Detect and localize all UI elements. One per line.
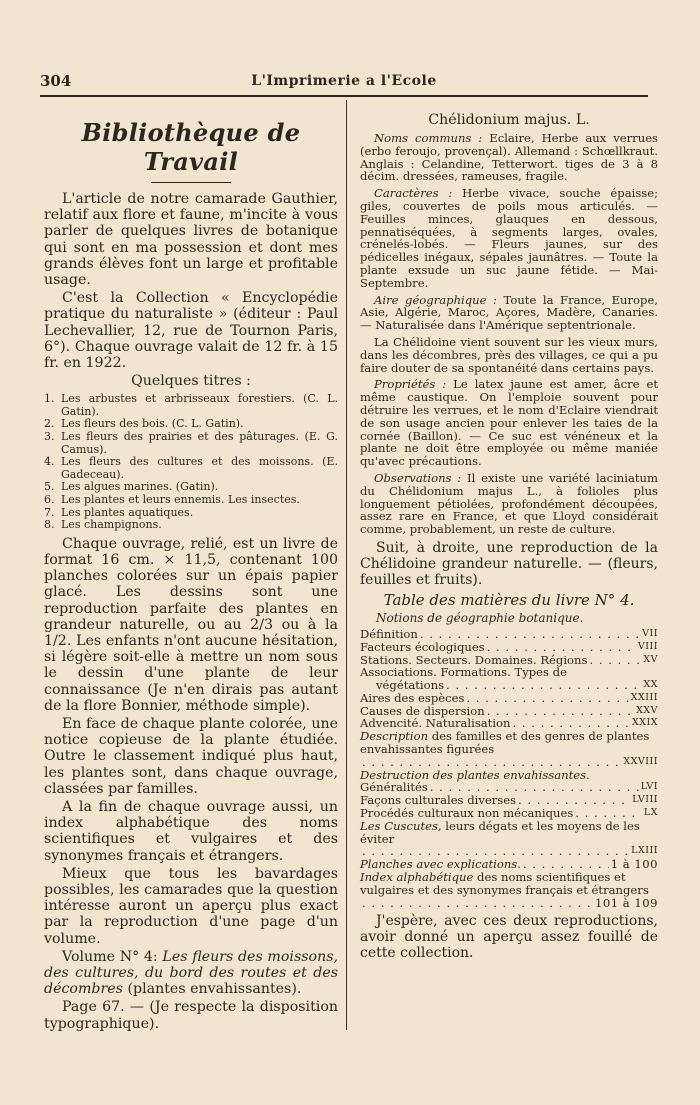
toc-page: 1 à 100 — [610, 857, 658, 872]
toc-page: LVI — [640, 781, 658, 793]
paragraph-closing: J'espère, avec ces deux reproductions, avoir donné un aperçu assez fouillé de cette collection. — [360, 913, 658, 962]
list-item-text: Les champignons. — [61, 518, 162, 532]
paragraph-apercu: Mieux que tous les bavardages possibles, les camarades que la question intéresse auront un aperçu plus exact par la reproduction d'une page d'un volume. — [44, 865, 338, 947]
table-of-contents — [360, 628, 658, 910]
toc-row — [360, 641, 658, 654]
toc-label: Associations. Formations. Types de — [360, 665, 567, 680]
toc-leader — [589, 654, 641, 667]
noms-communs — [360, 132, 658, 183]
toc-page: XXV — [636, 704, 658, 716]
observations-label: Observations : — [374, 470, 468, 485]
toc-label: Généralités — [360, 780, 428, 795]
list-item-text: Les algues marines. (Gatin). — [61, 480, 219, 494]
toc-row — [360, 897, 658, 910]
list-item-number: 6. — [44, 492, 55, 506]
toc-leader — [420, 628, 640, 641]
aire-label: Aire géographique : — [374, 292, 504, 307]
toc-page: XX — [643, 679, 658, 691]
list-item — [44, 456, 338, 481]
list-item — [44, 519, 338, 532]
toc-title: Table des matières du livre N° 4. — [383, 590, 635, 609]
list-item-text: Les fleurs des prairies et des pâturages. (E. G. Camus). — [61, 430, 338, 456]
running-title-text: L'Imprimerie a l'Ecole — [251, 73, 437, 89]
toc-index-label: Index alphabétique — [360, 870, 474, 885]
toc-label: Aires des espèces — [360, 690, 465, 705]
list-item-number: 8. — [44, 518, 55, 532]
aire-geographique — [360, 294, 658, 332]
toc-page: LVIII — [632, 794, 658, 806]
list-item-text: Les arbustes et arbrisseaux forestiers. (C. L. Gatin). — [61, 392, 338, 418]
column-divider — [346, 100, 347, 1030]
paragraph-index: A la fin de chaque ouvrage aussi, un index alphabétique des noms scientifiques et vulgaires et des synonymes français et étrangers. — [44, 799, 338, 864]
toc-description-label: Description — [360, 729, 429, 744]
running-title — [40, 73, 648, 89]
caracteres-label: Caractères : — [374, 186, 463, 201]
list-heading: Quelques titres : — [131, 373, 251, 390]
paragraph-page: Page 67. — (Je respecte la disposition typographique). — [44, 999, 338, 1032]
toc-index-text: des noms scientifiques et vulgaires et des synonymes français et étrangers — [360, 870, 649, 897]
plant-title: Chélidonium majus. L. — [428, 112, 590, 128]
toc-label: Façons culturales diverses — [360, 793, 517, 808]
toc-leader — [362, 756, 621, 769]
toc-label: végétations — [376, 678, 445, 693]
proprietes — [360, 378, 658, 468]
toc-page: XV — [643, 653, 658, 665]
toc-leader — [446, 679, 641, 692]
paragraph-volume — [44, 949, 338, 998]
toc-label: Stations. Secteurs. Domaines. Régions — [360, 652, 588, 667]
toc-page: LXIII — [631, 845, 658, 857]
list-item-text: Les fleurs des cultures et des moissons. (E. Gadeceau). — [61, 455, 338, 481]
toc-label: Facteurs écologiques — [360, 639, 485, 654]
noms-text: Eclaire, Herbe aux verrues (erbo feroujo, provençal). Allemand : Schœllkraut. Anglais : Celandine, Tetterwort. tiges de 3 à 8 décim. dressées, rameuses, fragile. — [360, 131, 659, 184]
toc-label: Advencité. Naturalisation — [360, 716, 511, 731]
toc-cuscutes-label: Les Cuscutes, — [360, 818, 442, 833]
proprietes-label: Propriétés : — [374, 377, 454, 392]
toc-row — [360, 756, 658, 769]
toc-label: Planches avec explications. — [360, 857, 521, 872]
toc-index — [360, 871, 658, 897]
paragraph-collection: C'est la Collection « Encyclopédie pratique du naturaliste » (éditeur : Paul Lechevallier, 12, rue de Tournon Paris, 6°). Chaque ouvrage valait de 12 fr. à 15 fr. en 1922. — [44, 290, 338, 372]
toc-destruction-heading: Destruction des plantes envahissantes. — [360, 767, 590, 782]
toc-leader — [466, 692, 628, 705]
toc-leader — [487, 641, 636, 654]
left-column — [44, 118, 338, 1034]
toc-description-text: des familles et des genres de plantes envahissantes figurées — [360, 729, 650, 757]
list-item-number: 3. — [44, 430, 55, 444]
paragraph-format: Chaque ouvrage, relié, est un livre de format 16 cm. × 11,5, contenant 100 planches colorées sur un épais papier glacé. Les dessins sont une reproduction parfaite des plantes en grandeur naturelle, ou au 2/3 ou à la 1/2. Les enfants n'ont aucune hésitation, si légère soit-elle à mettre un nom sous le dessin d'une plante de leur connaissance (Je n'en dirais pas autant de la flore Bonnier, méthode simple). — [44, 535, 338, 714]
toc-leader — [362, 897, 593, 910]
toc-page: LX — [643, 807, 658, 819]
observations — [360, 472, 658, 536]
toc-page: VIII — [637, 640, 658, 652]
list-item-number: 4. — [44, 455, 55, 469]
titles-list — [44, 393, 338, 532]
caracteres — [360, 187, 658, 289]
toc-row — [360, 692, 658, 705]
list-item-text: Les fleurs des bois. (C. L. Gatin). — [61, 417, 244, 431]
toc-page: VII — [642, 627, 658, 639]
header-rule — [40, 95, 648, 97]
toc-page: XXIX — [631, 717, 658, 729]
aire-text: Toute la France, Europe, Asie, Algérie, Maroc, Açores, Madère, Canaries. — Naturalisée dans l'Amérique septentrionale. — [360, 292, 658, 333]
volume-title: Les fleurs des moissons, des cultures, du bord des routes et des décombres — [44, 948, 338, 998]
observations-text: Il existe une variété laciniatum du Chélidonium majus L., à folioles plus longuement pétiolées, profondément découpées, assez rare en France, et que Lloyd considérait comme, probablement, un reste de culture. — [360, 470, 658, 537]
toc-label: Définition — [360, 626, 418, 641]
list-item-number: 1. — [44, 392, 55, 406]
toc-row — [360, 679, 658, 692]
list-item-number: 2. — [44, 417, 55, 431]
list-item-text: Les plantes aquatiques. — [61, 505, 194, 519]
right-column — [360, 112, 658, 964]
toc-label: Procédés culturaux non mécaniques — [360, 806, 574, 821]
toc-subtitle: Notions de géographie botanique. — [376, 610, 584, 625]
paragraph-notice: En face de chaque plante colorée, une notice copieuse de la plante étudiée. Outre le classement indiqué plus haut, les plantes sont, dans chaque ouvrage, classées par familles. — [44, 716, 338, 797]
toc-page: XXIII — [630, 691, 658, 703]
title-rule — [151, 182, 231, 183]
paragraph-intro: L'article de notre camarade Gauthier, relatif aux flore et faune, m'incite à vous parler de quelques livres de botanique qui sont en ma possession et dont mes grands élèves font un large et profitable usage. — [44, 191, 338, 289]
toc-cuscutes-text: leurs dégats et les moyens de les éviter — [360, 818, 640, 846]
noms-label: Noms communs : — [374, 131, 490, 145]
list-item — [44, 393, 338, 418]
caracteres-text: Herbe vivace, souche épaisse; giles, couvertes de poils mous articulés. — Feuilles minces, glauques en dessous, pennatiséquées, à segments larges, ovales, crénelés-lobés. — Fleurs jaunes, sur des pédicelles inégaux, sépales jaunâtres. — Toute la plante exsude un suc jaune fétide. — Mai-Septembre. — [360, 186, 658, 290]
toc-page: XXVIII — [623, 755, 658, 767]
toc-page: 101 à 109 — [594, 895, 658, 910]
list-item-number: 5. — [44, 480, 55, 494]
proprietes-text: Le latex jaune est amer, âcre et même caustique. On l'emploie souvent pour détruire les verrues, et le nom d'Eclaire viendrait de son usage ancien pour enlever les taies de la cornée (Baillon). — Ce suc est vénéneux et la plante ne doit être employée ou même maniée qu'avec précautions. — [360, 377, 659, 469]
toc-row — [360, 628, 658, 641]
page-number: 304 — [40, 72, 72, 90]
paragraph-chelidoine: La Chélidoine vient souvent sur les vieux murs, dans les décombres, près des villages, ce qui a pu faire douter de sa spontanéité dans certains pays. — [360, 334, 658, 375]
volume-tail: (plantes envahissantes). — [122, 981, 302, 998]
toc-description — [360, 730, 658, 756]
paragraph-suit: Suit, à droite, une reproduction de la Chélidoine grandeur naturelle. — (fleurs, feuilles et fruits). — [360, 539, 658, 588]
page-header — [40, 72, 648, 94]
list-item — [44, 431, 338, 456]
article-title: Bibliothèque de Travail — [81, 118, 301, 176]
toc-label: Causes de dispersion — [360, 703, 485, 718]
list-item-text: Les plantes et leurs ennemis. Les insectes. — [61, 492, 300, 506]
list-item-number: 7. — [44, 505, 55, 519]
toc-cuscutes — [360, 820, 658, 846]
volume-lead: Volume N° 4: — [62, 948, 163, 965]
